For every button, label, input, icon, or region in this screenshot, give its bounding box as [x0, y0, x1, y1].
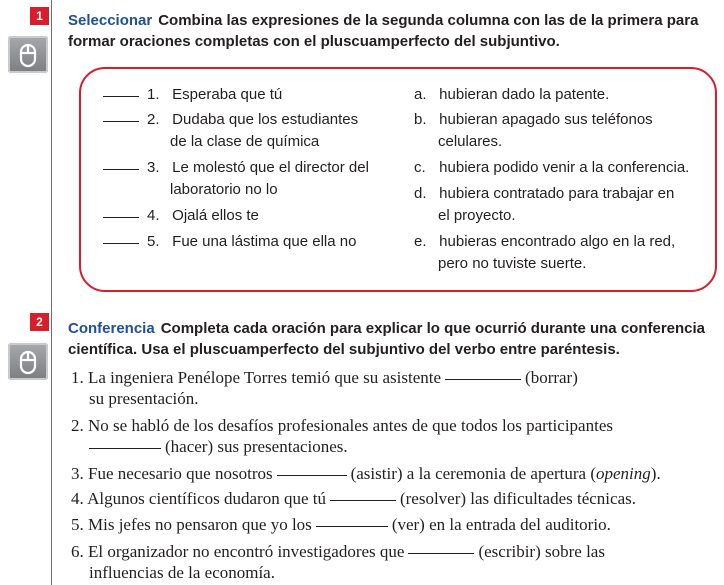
match-item-left: 5. Fue una lástima que ella no	[103, 231, 356, 253]
instruction-text: Combina las expresiones de la segunda columna con las de la primera para	[158, 12, 699, 29]
activity-heading	[68, 318, 708, 360]
match-item-right: d. hubiera contratado para trabajar en	[414, 185, 675, 202]
sentence-item-cont: su presentación.	[89, 389, 199, 408]
activity-number-badge: 2	[30, 313, 49, 331]
match-item-left-cont: laboratorio no lo	[170, 181, 278, 198]
answer-blank[interactable]	[277, 475, 347, 476]
sentence-item: 2. No se habló de los desafíos profesionales antes de que todos los participantes	[71, 416, 613, 435]
match-item-right: c. hubiera podido venir a la conferencia.	[414, 159, 690, 176]
answer-blank[interactable]	[103, 217, 139, 218]
instruction-text: formar oraciones completas con el pluscuamperfecto del subjuntivo.	[68, 33, 560, 50]
match-item-left: 4. Ojalá ellos te	[103, 205, 259, 227]
mouse-icon[interactable]	[8, 343, 48, 380]
sentence-item-cont: influencias de la economía.	[89, 563, 275, 582]
sentence-item: 3. Fue necesario que nosotros (asistir) a la ceremonia de apertura (opening).	[71, 464, 661, 483]
answer-blank[interactable]	[316, 526, 388, 527]
sentence-item: 5. Mis jefes no pensaron que yo los (ver) en la entrada del auditorio.	[71, 515, 611, 534]
activity-heading	[68, 10, 708, 52]
match-item-left: 1. Esperaba que tú	[103, 84, 282, 106]
match-item-left-cont: de la clase de química	[170, 133, 320, 150]
margin-rule	[51, 0, 52, 585]
match-item-right-cont: pero no tuviste suerte.	[438, 255, 587, 272]
answer-blank[interactable]	[89, 448, 161, 449]
sentence-item-cont: (hacer) sus presentaciones.	[89, 436, 724, 457]
match-item-right-cont: el proyecto.	[438, 207, 516, 224]
match-item-left: 3. Le molestó que el director del	[103, 157, 369, 179]
answer-blank[interactable]	[408, 553, 474, 554]
answer-blank[interactable]	[330, 500, 396, 501]
mouse-icon[interactable]	[8, 36, 48, 73]
sentence-item: 4. Algunos científicos dudaron que tú (resolver) las dificultades técnicas.	[71, 489, 636, 508]
match-item-right-cont: celulares.	[438, 133, 503, 150]
answer-blank[interactable]	[103, 243, 139, 244]
match-item-right: b. hubieran apagado sus teléfonos	[414, 111, 653, 128]
answer-blank[interactable]	[103, 121, 139, 122]
activity-title: Conferencia	[68, 320, 155, 337]
answer-blank[interactable]	[103, 96, 139, 97]
sentence-item: 6. El organizador no encontró investigadores que (escribir) sobre las	[71, 542, 605, 561]
match-item-right: e. hubieras encontrado algo en la red,	[414, 233, 676, 250]
instruction-text: Completa cada oración para explicar lo que ocurrió durante una conferencia	[160, 320, 706, 337]
instruction-text: científica. Usa el pluscuamperfecto del subjuntivo del verbo entre paréntesis.	[68, 341, 620, 358]
match-item-right: a. hubieran dado la patente.	[414, 86, 610, 103]
activity-title: Seleccionar	[68, 12, 153, 29]
sentence-item: 1. La ingeniera Penélope Torres temió que su asistente (borrar)	[71, 368, 578, 387]
answer-blank[interactable]	[103, 169, 139, 170]
answer-blank[interactable]	[445, 379, 521, 380]
match-item-left: 2. Dudaba que los estudiantes	[103, 109, 358, 131]
activity-number-badge: 1	[30, 7, 49, 25]
